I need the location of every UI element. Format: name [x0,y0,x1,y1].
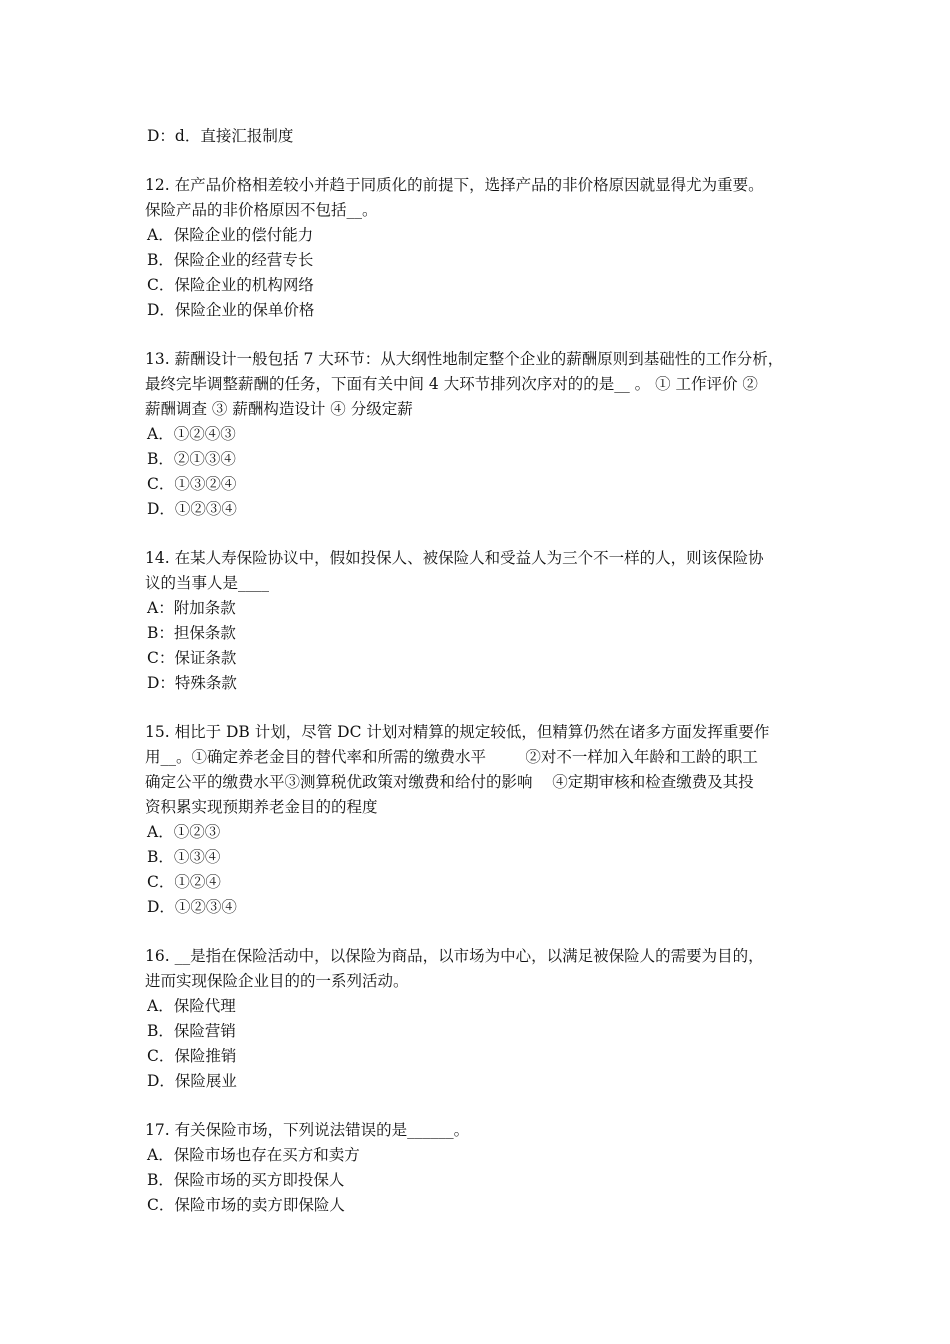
answer-option: A：附加条款 [147,599,236,617]
answer-option: B：担保条款 [147,624,236,642]
spacer [145,522,825,546]
question-block [145,720,825,920]
answer-option: B．保险营销 [147,1022,236,1040]
question-stem: 保险产品的非价格原因不包括__。 [145,201,378,219]
question-stem: 15. 相比于 DB 计划，尽管 DC 计划对精算的规定较低，但精算仍然在诸多方面发挥重要作 [145,723,770,741]
answer-option: C．保险市场的卖方即保险人 [147,1196,345,1214]
question-stem: 最终完毕调整薪酬的任务，下面有关中间 4 大环节排列次序对的的是__ 。 ① 工作评价 ② [145,375,758,393]
answer-option: C．①③②④ [147,475,237,493]
question-stem: 12. 在产品价格相差较小并趋于同质化的前提下，选择产品的非价格原因就显得尤为重要。 [145,176,764,194]
answer-option: D．①②③④ [147,500,237,518]
question-stem: 17. 有关保险市场，下列说法错误的是______。 [145,1121,470,1139]
answer-option: D．①②③④ [147,898,237,916]
spacer [145,149,825,173]
spacer [145,920,825,944]
answer-option: A．保险市场也存在买方和卖方 [147,1146,360,1164]
answer-option: C．①②④ [147,873,221,891]
answer-option: C：保证条款 [147,649,237,667]
document-page [145,124,825,1218]
question-block [145,347,825,522]
question-stem: 16. __是指在保险活动中，以保险为商品，以市场为中心，以满足被保险人的需要为目的， [145,947,764,965]
answer-option: D：特殊条款 [147,674,237,692]
option-text: D：d．直接汇报制度 [147,127,294,145]
question-block [145,546,825,696]
question-stem: 薪酬调查 ③ 薪酬构造设计 ④ 分级定薪 [145,400,413,418]
question-stem: 确定公平的缴费水平③测算税优政策对缴费和给付的影响 ④定期审核和检查缴费及其投 [145,773,754,791]
answer-option: B．②①③④ [147,450,236,468]
spacer [145,696,825,720]
answer-option: B．保险市场的买方即投保人 [147,1171,345,1189]
question-stem: 13. 薪酬设计一般包括 7 大环节：从大纲性地制定整个企业的薪酬原则到基础性的工作分析， [145,350,784,368]
spacer [145,323,825,347]
answer-option: A．①②④③ [147,425,236,443]
question-stem: 进而实现保险企业目的的一系列活动。 [145,972,409,990]
answer-option: D．保险展业 [147,1072,237,1090]
question-block [145,1118,825,1218]
answer-option: C．保险推销 [147,1047,237,1065]
question-stem: 资积累实现预期养老金目的的程度 [145,798,378,816]
answer-option: A．保险代理 [147,997,236,1015]
spacer [145,1094,825,1118]
answer-option: C．保险企业的机构网络 [147,276,314,294]
answer-option: B．①③④ [147,848,221,866]
question-block [145,944,825,1094]
answer-option: A．保险企业的偿付能力 [147,226,314,244]
question-block [145,173,825,323]
answer-option: D．保险企业的保单价格 [147,301,315,319]
question-stem: 14. 在某人寿保险协议中，假如投保人、被保险人和受益人为三个不一样的人，则该保险协 [145,549,764,567]
question-stem: 用__。①确定养老金目的替代率和所需的缴费水平 ②对不一样加入年龄和工龄的职工 [145,748,758,766]
answer-option: A．①②③ [147,823,221,841]
question-stem: 议的当事人是____ [145,574,270,592]
answer-option: B．保险企业的经营专长 [147,251,314,269]
